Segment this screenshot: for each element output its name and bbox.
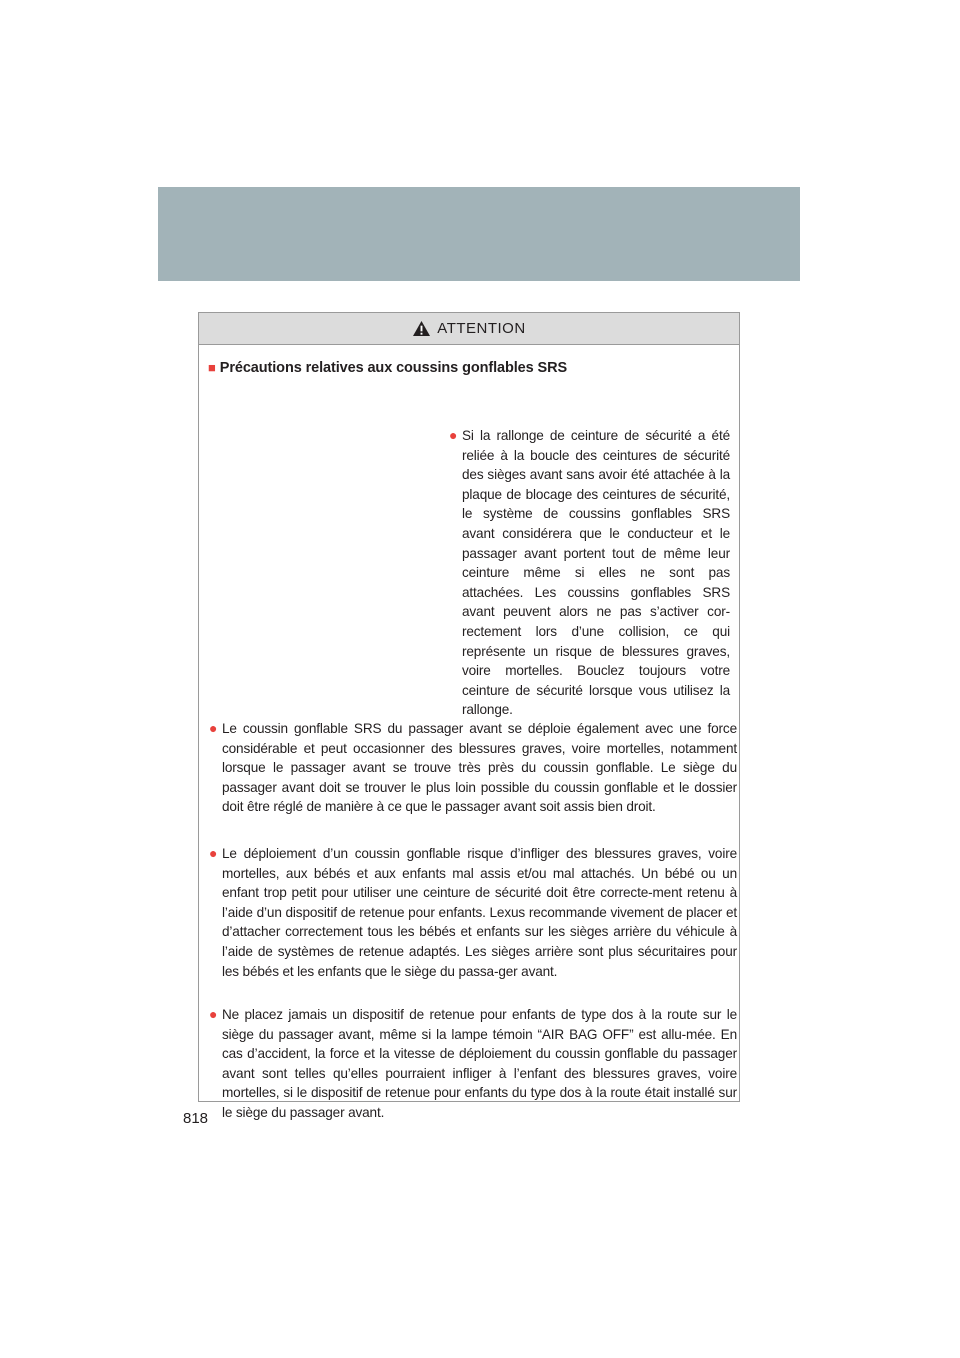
header-band	[158, 187, 800, 281]
bullet-item	[449, 426, 730, 720]
square-bullet-icon: ■	[208, 360, 216, 375]
bullet-item	[209, 1005, 737, 1123]
page-number: 818	[183, 1110, 209, 1127]
round-bullet-icon: ●	[209, 720, 218, 736]
round-bullet-icon: ●	[209, 845, 218, 861]
round-bullet-icon: ●	[209, 1006, 218, 1022]
warning-triangle-icon	[412, 320, 431, 337]
round-bullet-icon: ●	[449, 427, 458, 443]
bullet-text: Le déploiement d’un coussin gonflable risque d’infliger des blessures graves, voire mortelles, aux bébés et aux enfants mal assis et/ou mal attachés. Un bébé ou un enfant trop petit pour utiliser une ceinture de sécurité doit être correcte-ment retenu à l’aide d’un dispositif de retenue pour enfants. Lexus recommande vivement de placer et d’attacher correctement tous les bébés et enfants sur les sièges arrière du véhicule à l’aide de systèmes de retenue adaptés. Les sièges arrière sont plus sécuritaires pour les bébés et les enfants que le siège du passa-ger avant.	[222, 846, 737, 979]
warning-box	[198, 312, 740, 1120]
bullet-text: Si la rallonge de ceinture de sécurité a été reliée à la boucle des ceintures de sécurité des sièges avant sans avoir été attachée à la plaque de blocage des ceintures de sécurité, le système de coussins gonflables SRS avant considérera que le conducteur et le passager avant portent tout de même leur ceinture même si elles ne sont pas attachées. Les coussins gonflables SRS avant peuvent alors ne pas s’activer cor-rectement lors d’une collision, ce qui représente un risque de blessures graves, voire mortelles. Bouclez toujours votre ceinture de sécurité lorsque vous utilisez la rallonge.	[462, 428, 730, 718]
bullet-item	[209, 844, 737, 981]
section-title-text: Précautions relatives aux coussins gonflables SRS	[219, 360, 568, 376]
warning-title: ATTENTION	[437, 320, 526, 337]
section-title	[208, 360, 567, 376]
warning-header	[199, 313, 739, 345]
bullet-item	[209, 719, 737, 817]
bullet-text: Le coussin gonflable SRS du passager avant se déploie également avec une force considérable et peut occasionner des blessures graves, voire mortelles, notamment lorsque le passager avant se trouve très près du coussin gonflable. Le siège du passager avant doit se trouver le plus loin possible du coussin gonflable et le dossier doit être réglé de manière à ce que le passager avant soit assis bien droit.	[222, 721, 737, 815]
bullet-text: Ne placez jamais un dispositif de retenue pour enfants de type dos à la route sur le siège du passager avant, même si la lampe témoin “AIR BAG OFF” est allu-mée. En cas d’accident, la force et la vitesse de déploiement du coussin gonflable du passager avant sont telles qu’elles pourraient infliger à l’enfant des blessures graves, voire mortelles, si le dispositif de retenue pour enfants du type dos à la route était installé sur le siège du passager avant.	[222, 1007, 737, 1120]
